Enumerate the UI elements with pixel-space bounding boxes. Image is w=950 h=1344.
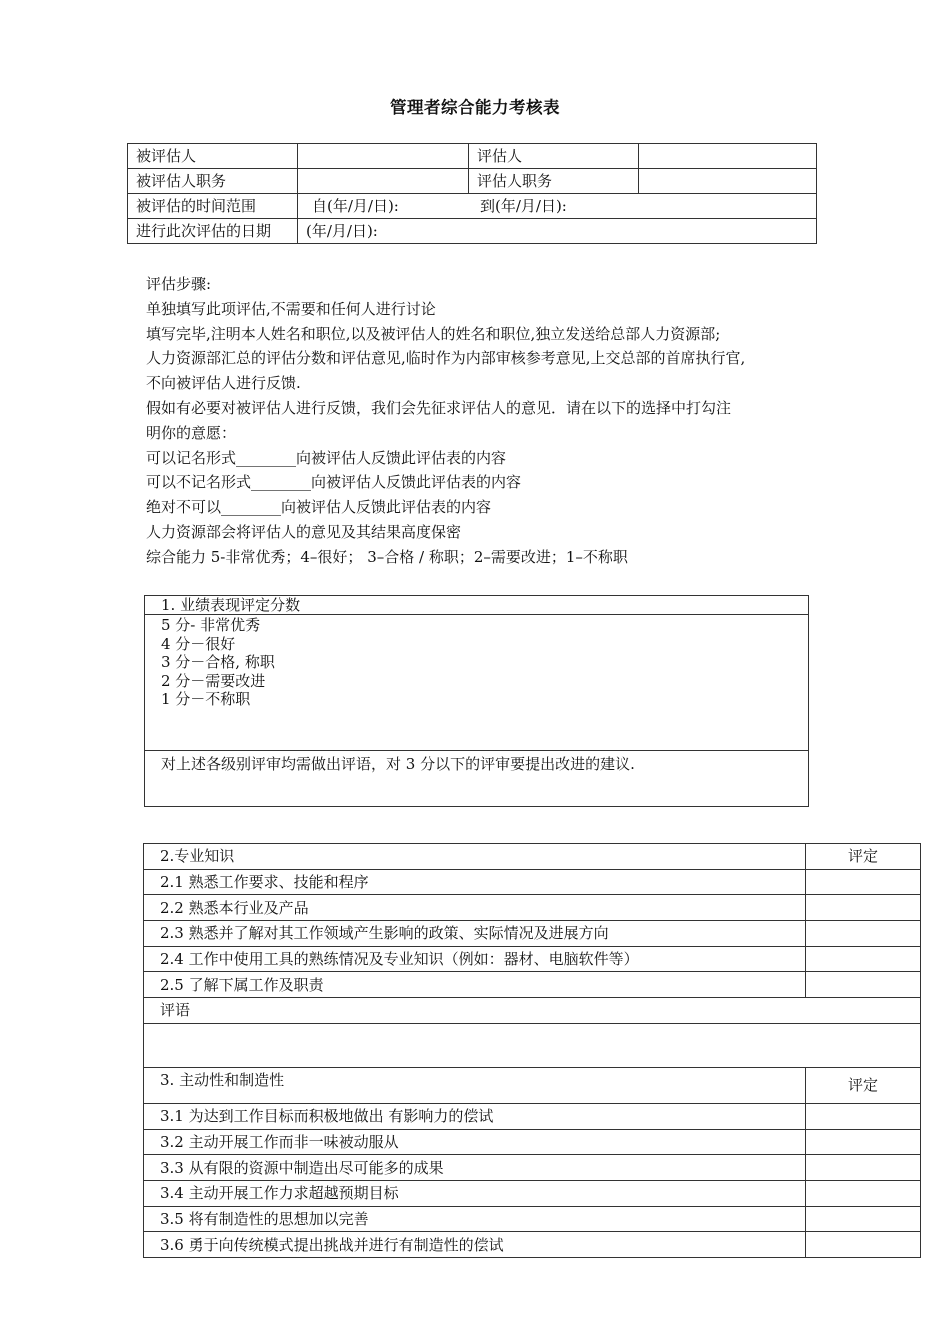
evaluatee-field[interactable]: [298, 144, 469, 169]
score-scale-item: 4 分－很好: [161, 634, 236, 653]
evaluator-position-label: 评估人职务: [469, 169, 639, 194]
step-line: 人力资源部会将评估人的意见及其结果高度保密: [146, 522, 462, 541]
score-cell[interactable]: [806, 946, 921, 972]
document-title: 管理者综合能力考核表: [390, 98, 560, 117]
evaluator-position-field[interactable]: [639, 169, 817, 194]
step-line: 明你的意愿：: [146, 423, 237, 442]
score-column-header: 评定: [806, 844, 921, 870]
step-line: 不向被评估人进行反馈.: [146, 374, 301, 393]
comment-label: 评语: [144, 998, 921, 1024]
evaluation-date-label: 进行此次评估的日期: [128, 219, 298, 244]
period-to: 到(年/月/日):: [480, 197, 567, 215]
criteria-item: 3.3 从有限的资源中制造出尽可能多的成果: [144, 1155, 806, 1181]
score-cell[interactable]: [806, 921, 921, 947]
criteria-item: 3.5 将有制造性的思想加以完善: [144, 1206, 806, 1232]
score-scale-item: 1 分－不称职: [161, 690, 251, 709]
score-cell[interactable]: [806, 1180, 921, 1206]
criteria-item: 3.4 主动开展工作力求超越预期目标: [144, 1180, 806, 1206]
performance-score-heading: 1. 业绩表现评定分数: [161, 596, 301, 614]
period-label: 被评估的时间范围: [128, 194, 298, 219]
score-cell[interactable]: [806, 1103, 921, 1129]
section-divider: [145, 750, 808, 751]
step-line: 绝对不可以________向被评估人反馈此评估表的内容: [146, 498, 492, 517]
evaluator-field[interactable]: [639, 144, 817, 169]
step-line: 可以记名形式________向被评估人反馈此评估表的内容: [146, 448, 507, 467]
score-cell[interactable]: [806, 1155, 921, 1181]
performance-score-header: [145, 596, 808, 615]
performance-score-section: [144, 595, 809, 807]
score-scale-list: [161, 616, 275, 709]
criteria-item: 3.2 主动开展工作而非一味被动服从: [144, 1129, 806, 1155]
competency-table: [143, 843, 921, 1258]
evaluatee-position-label: 被评估人职务: [128, 169, 298, 194]
evaluatee-position-field[interactable]: [298, 169, 469, 194]
score-cell[interactable]: [806, 895, 921, 921]
score-cell[interactable]: [806, 1232, 921, 1258]
score-column-header: 评定: [806, 1067, 921, 1103]
step-line: 假如有必要对被评估人进行反馈，我们会先征求评估人的意见．请在以下的选择中打勾注: [146, 398, 732, 417]
score-scale-item: 3 分－合格, 称职: [161, 653, 275, 672]
period-from: 自(年/月/日):: [312, 197, 399, 215]
evaluator-label: 评估人: [469, 144, 639, 169]
period-field[interactable]: [298, 194, 817, 219]
score-cell[interactable]: [806, 1129, 921, 1155]
evaluation-info-table: [127, 143, 817, 244]
criteria-item: 3.6 勇于向传统模式提出挑战并进行有制造性的偿试: [144, 1232, 806, 1258]
evaluation-date-field[interactable]: (年/月/日):: [298, 219, 817, 244]
criteria-item: 3.1 为达到工作目标而积极地做出 有影响力的偿试: [144, 1103, 806, 1129]
comment-requirement-note: 对上述各级别评审均需做出评语，对 3 分以下的评审要提出改进的建议.: [161, 755, 635, 773]
step-line: 可以不记名形式________向被评估人反馈此评估表的内容: [146, 473, 522, 492]
score-cell[interactable]: [806, 972, 921, 998]
criteria-item: 2.3 熟悉并了解对其工作领域产生影响的政策、实际情况及进展方向: [144, 921, 806, 947]
criteria-item: 2.4 工作中使用工具的熟练情况及专业知识（例如：器材、电脑软件等）: [144, 946, 806, 972]
step-line: 人力资源部汇总的评估分数和评估意见,临时作为内部审核参考意见,上交总部的首席执行官,: [146, 349, 746, 368]
step-line: 单独填写此项评估,不需要和任何人进行讨论: [146, 299, 436, 318]
criteria-item: 2.2 熟悉本行业及产品: [144, 895, 806, 921]
score-scale-item: 5 分- 非常优秀: [161, 616, 261, 634]
comment-field[interactable]: [144, 1023, 921, 1067]
step-line: 综合能力 5-非常优秀；4–很好； 3–合格 / 称职；2–需要改进；1–不称职: [146, 547, 628, 566]
step-line: 评估步骤:: [146, 275, 212, 293]
score-scale-item: 2 分－需要改进: [161, 671, 266, 690]
criteria-item: 2.1 熟悉工作要求、技能和程序: [144, 869, 806, 895]
evaluatee-label: 被评估人: [128, 144, 298, 169]
score-cell[interactable]: [806, 1206, 921, 1232]
step-line: 填写完毕,注明本人姓名和职位,以及被评估人的姓名和职位,独立发送给总部人力资源部;: [146, 324, 721, 343]
initiative-heading: 3. 主动性和制造性: [144, 1067, 806, 1103]
score-cell[interactable]: [806, 869, 921, 895]
professional-knowledge-heading: 2.专业知识: [144, 844, 806, 870]
evaluation-steps: [146, 272, 826, 570]
criteria-item: 2.5 了解下属工作及职责: [144, 972, 806, 998]
